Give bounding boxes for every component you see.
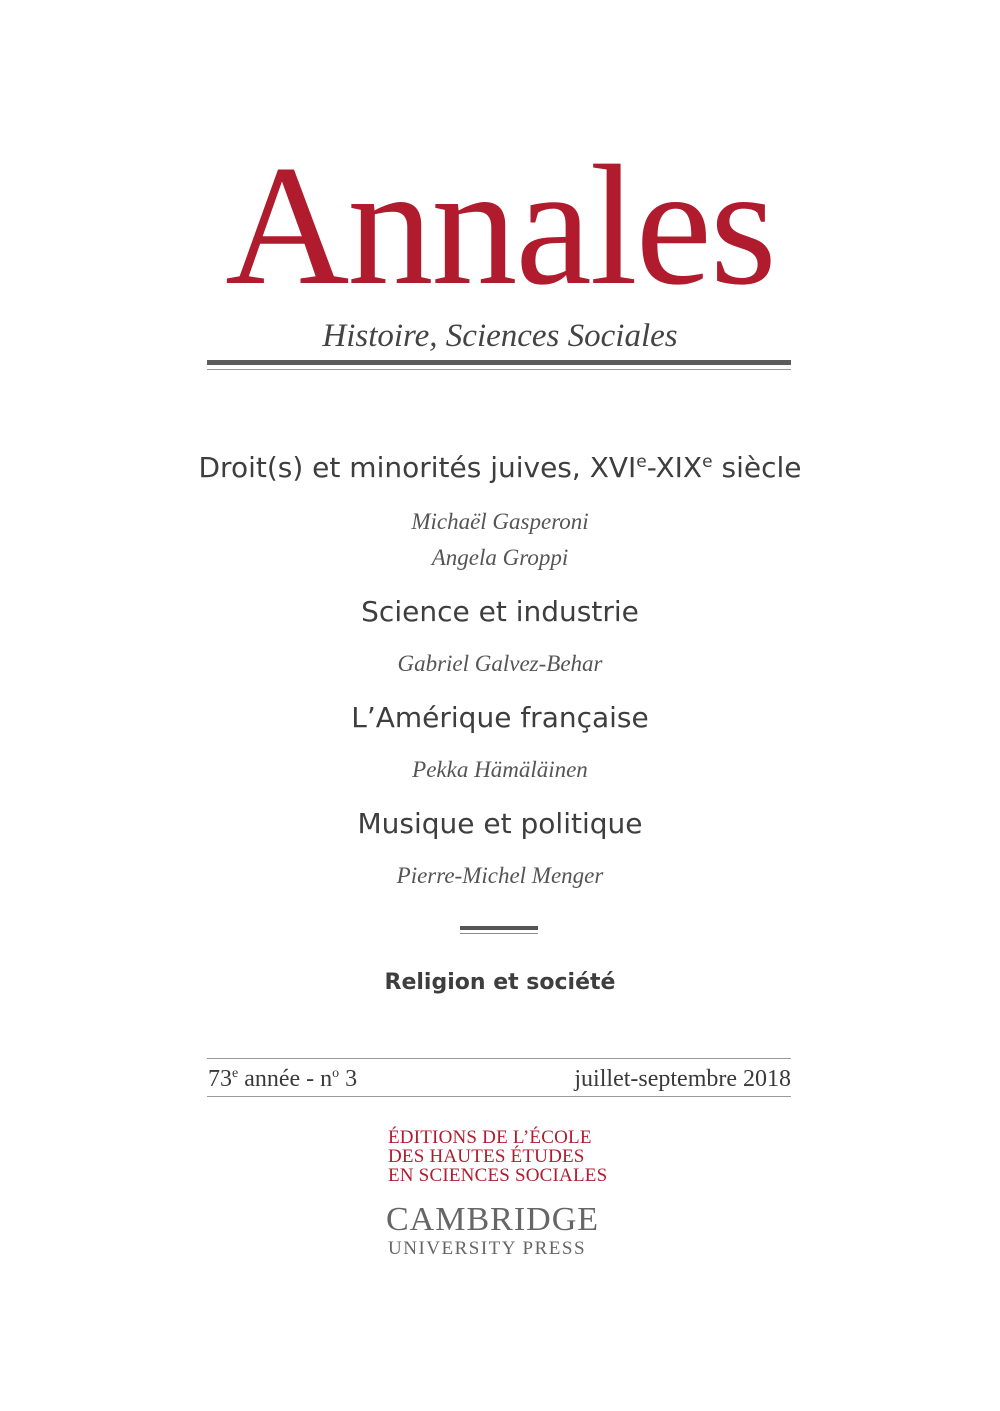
- cambridge-logo-subtitle: UNIVERSITY PRESS: [388, 1238, 587, 1259]
- ehess-publisher-logo: [388, 1128, 607, 1185]
- issue-number: 73e année - $n^o$ 3: [208, 1066, 358, 1092]
- author-name: Michaël Gasperoni: [411, 509, 589, 534]
- section-divider-thin: [460, 933, 538, 934]
- theme-title-3: L’Amérique française: [351, 701, 649, 734]
- journal-subtitle: Histoire, Sciences Sociales: [322, 318, 678, 354]
- rubric-title: Religion et société: [384, 970, 616, 995]
- theme-title-2: Science et industrie: [361, 595, 639, 628]
- header-rule-thick: [207, 360, 791, 365]
- author-name: Pekka Hämäläinen: [412, 757, 588, 782]
- theme-title-1: Droit(s) et minorités juives, XVIe-XIXe siècle: [198, 451, 802, 484]
- ehess-line: ÉDITIONS DE L’ÉCOLE: [388, 1127, 592, 1148]
- section-divider: [460, 926, 538, 930]
- cambridge-logo-name: CAMBRIDGE: [386, 1201, 600, 1238]
- author-name: Gabriel Galvez-Behar: [397, 651, 603, 676]
- ehess-line: DES HAUTES ÉTUDES: [388, 1146, 585, 1167]
- author-name: Angela Groppi: [431, 545, 569, 570]
- author-name: Pierre-Michel Menger: [396, 863, 604, 888]
- ehess-line: EN SCIENCES SOCIALES: [388, 1165, 608, 1186]
- theme-title-4: Musique et politique: [357, 807, 643, 840]
- issue-period: juillet-septembre 2018: [574, 1066, 791, 1092]
- issue-rule-bottom: [207, 1096, 791, 1097]
- header-rule-thin: [207, 369, 791, 370]
- issue-rule-top: [207, 1058, 791, 1059]
- journal-title: Annales: [225, 131, 775, 321]
